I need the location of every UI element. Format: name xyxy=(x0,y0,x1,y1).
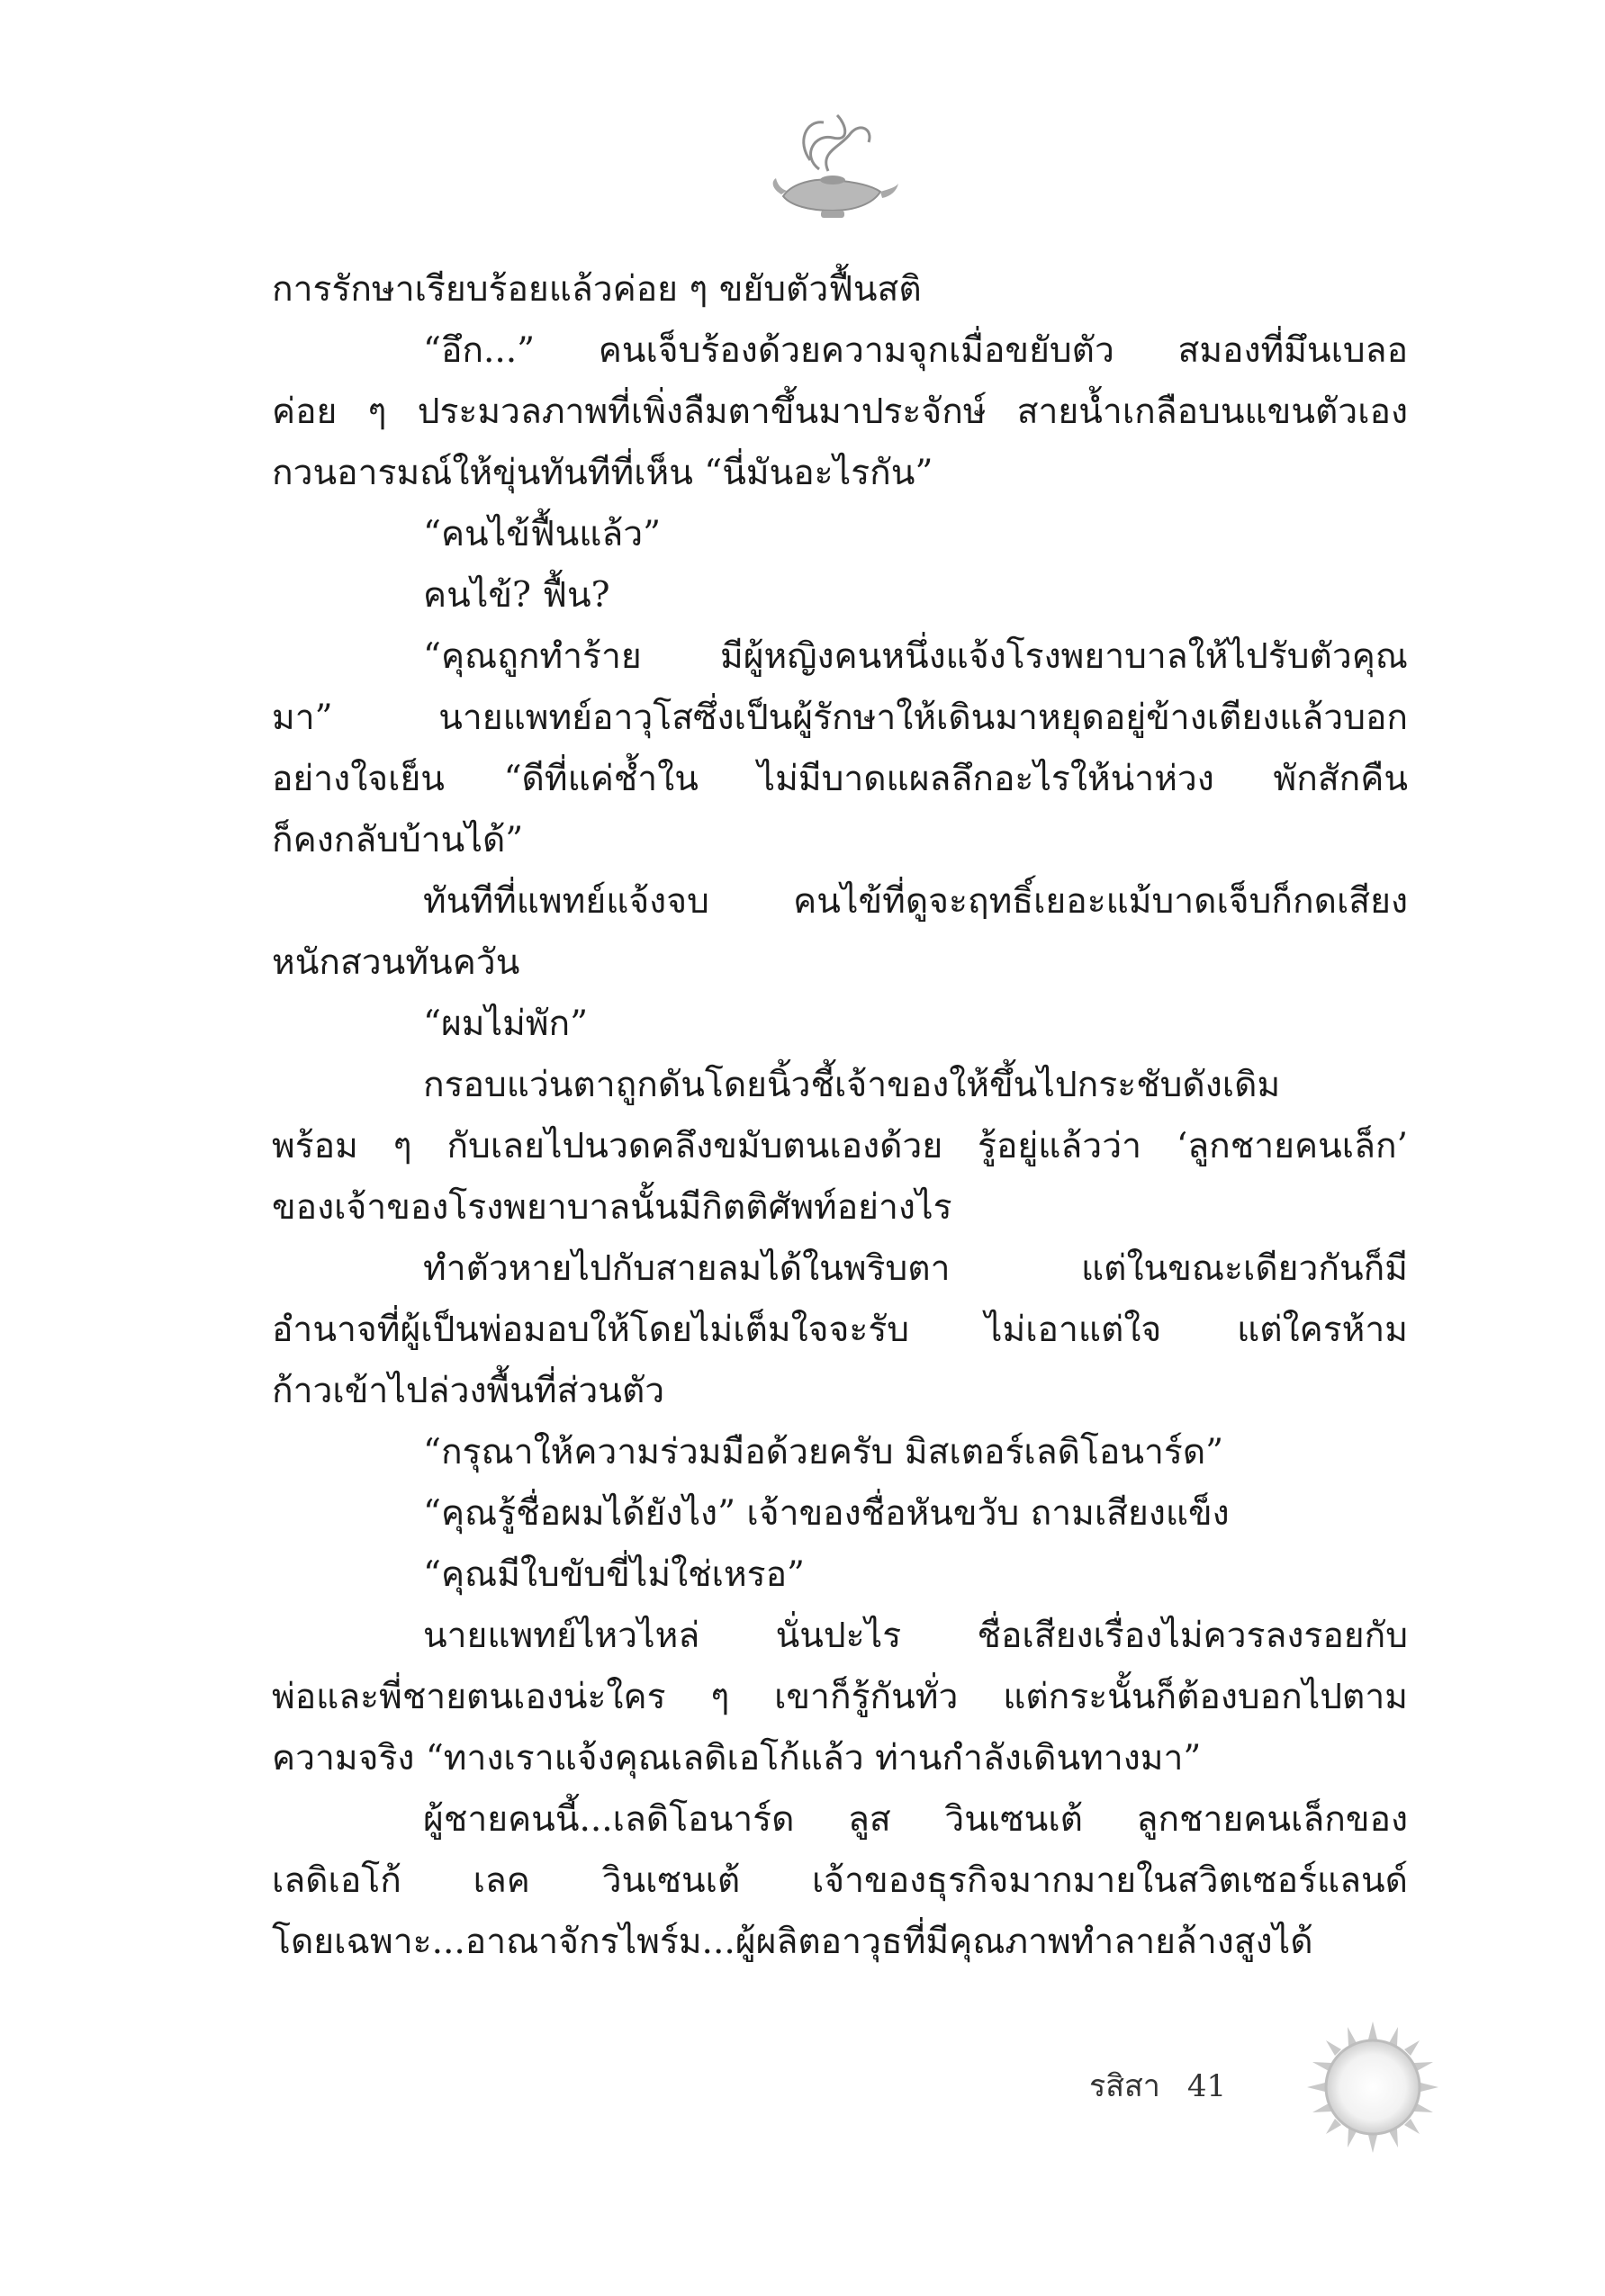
text-line: คนไข้? ฟื้น? xyxy=(423,575,610,616)
text-line: นายแพทย์ไหวไหล่ นั่นปะไร ชื่อเสียงเรื่องไม่ควรลงรอยกับ xyxy=(423,1616,1408,1656)
text-line: กวนอารมณ์ให้ขุ่นทันทีที่เห็น “นี่มันอะไรกัน” xyxy=(272,453,933,493)
text-line: ทันทีที่แพทย์แจ้งจบ คนไข้ที่ดูจะฤทธิ์เยอะแม้บาดเจ็บก็กดเสียง xyxy=(423,881,1408,922)
page-footer xyxy=(1089,2059,1226,2113)
body-text xyxy=(272,259,1408,1973)
page-number: 41 xyxy=(1186,2068,1227,2104)
text-line: มา” นายแพทย์อาวุโสซึ่งเป็นผู้รักษาให้เดินมาหยุดอยู่ข้างเตียงแล้วบอก xyxy=(272,698,1408,738)
text-line: “คุณมีใบขับขี่ไม่ใช่เหรอ” xyxy=(423,1554,805,1595)
text-line: โดยเฉพาะ...อาณาจักรไพร์ม...ผู้ผลิตอาวุธที่มีคุณภาพทำลายล้างสูงได้ xyxy=(272,1922,1313,1962)
text-line: ของเจ้าของโรงพยาบาลนั้นมีกิตติศัพท์อย่างไร xyxy=(272,1187,952,1228)
text-line: การรักษาเรียบร้อยแล้วค่อย ๆ ขยับตัวฟื้นสติ xyxy=(272,269,922,310)
text-line: “คนไข้ฟื้นแล้ว” xyxy=(423,514,662,554)
text-line: พ่อและพี่ชายตนเองน่ะใคร ๆ เขาก็รู้กันทั่ว แต่กระนั้นก็ต้องบอกไปตาม xyxy=(272,1677,1408,1717)
text-line: กรอบแว่นตาถูกดันโดยนิ้วชี้เจ้าของให้ขึ้นไปกระชับดังเดิม xyxy=(423,1065,1281,1105)
text-line: ผู้ชายคนนี้...เลดิโอนาร์ด ลูส วินเซนเต้ ลูกชายคนเล็กของ xyxy=(423,1799,1408,1840)
text-line: เลดิเอโก้ เลค วินเซนเต้ เจ้าของธุรกิจมากมายในสวิตเซอร์แลนด์ xyxy=(272,1860,1408,1901)
text-line: อย่างใจเย็น “ดีที่แค่ช้ำใน ไม่มีบาดแผลลึกอะไรให้น่าห่วง พักสักคืน xyxy=(272,759,1408,799)
text-line: ทำตัวหายไปกับสายลมได้ในพริบตา แต่ในขณะเดียวกันก็มี xyxy=(423,1248,1408,1289)
text-line: “คุณถูกทำร้าย มีผู้หญิงคนหนึ่งแจ้งโรงพยาบาลให้ไปรับตัวคุณ xyxy=(423,636,1408,677)
text-line: ก็คงกลับบ้านได้” xyxy=(272,820,524,860)
book-title: รสิสา xyxy=(1089,2068,1160,2104)
text-line: ก้าวเข้าไปล่วงพื้นที่ส่วนตัว xyxy=(272,1371,665,1411)
text-line: ค่อย ๆ ประมวลภาพที่เพิ่งลืมตาขึ้นมาประจักษ์ สายน้ำเกลือบนแขนตัวเอง xyxy=(272,392,1408,432)
text-line: “คุณรู้ชื่อผมได้ยังไง” เจ้าของชื่อหันขวับ ถามเสียงแข็ง xyxy=(423,1493,1230,1534)
text-line: อำนาจที่ผู้เป็นพ่อมอบให้โดยไม่เต็มใจจะรับ ไม่เอาแต่ใจ แต่ใครห้าม xyxy=(272,1310,1408,1350)
text-line: ความจริง “ทางเราแจ้งคุณเลดิเอโก้แล้ว ท่านกำลังเดินทางมา” xyxy=(272,1738,1202,1778)
sun-ornament-icon xyxy=(1305,2020,1440,2155)
text-line: “ผมไม่พัก” xyxy=(423,1004,589,1044)
text-line: “อึก...” คนเจ็บร้องด้วยความจุกเมื่อขยับตัว สมองที่มึนเบลอ xyxy=(423,330,1408,371)
text-line: พร้อม ๆ กับเลยไปนวดคลึงขมับตนเองด้วย รู้อยู่แล้วว่า ‘ลูกชายคนเล็ก’ xyxy=(272,1126,1408,1166)
text-line: หนักสวนทันควัน xyxy=(272,942,520,983)
text-line: “กรุณาให้ความร่วมมือด้วยครับ มิสเตอร์เลดิโอนาร์ด” xyxy=(423,1432,1224,1472)
lamp-ornament-icon xyxy=(765,106,900,232)
